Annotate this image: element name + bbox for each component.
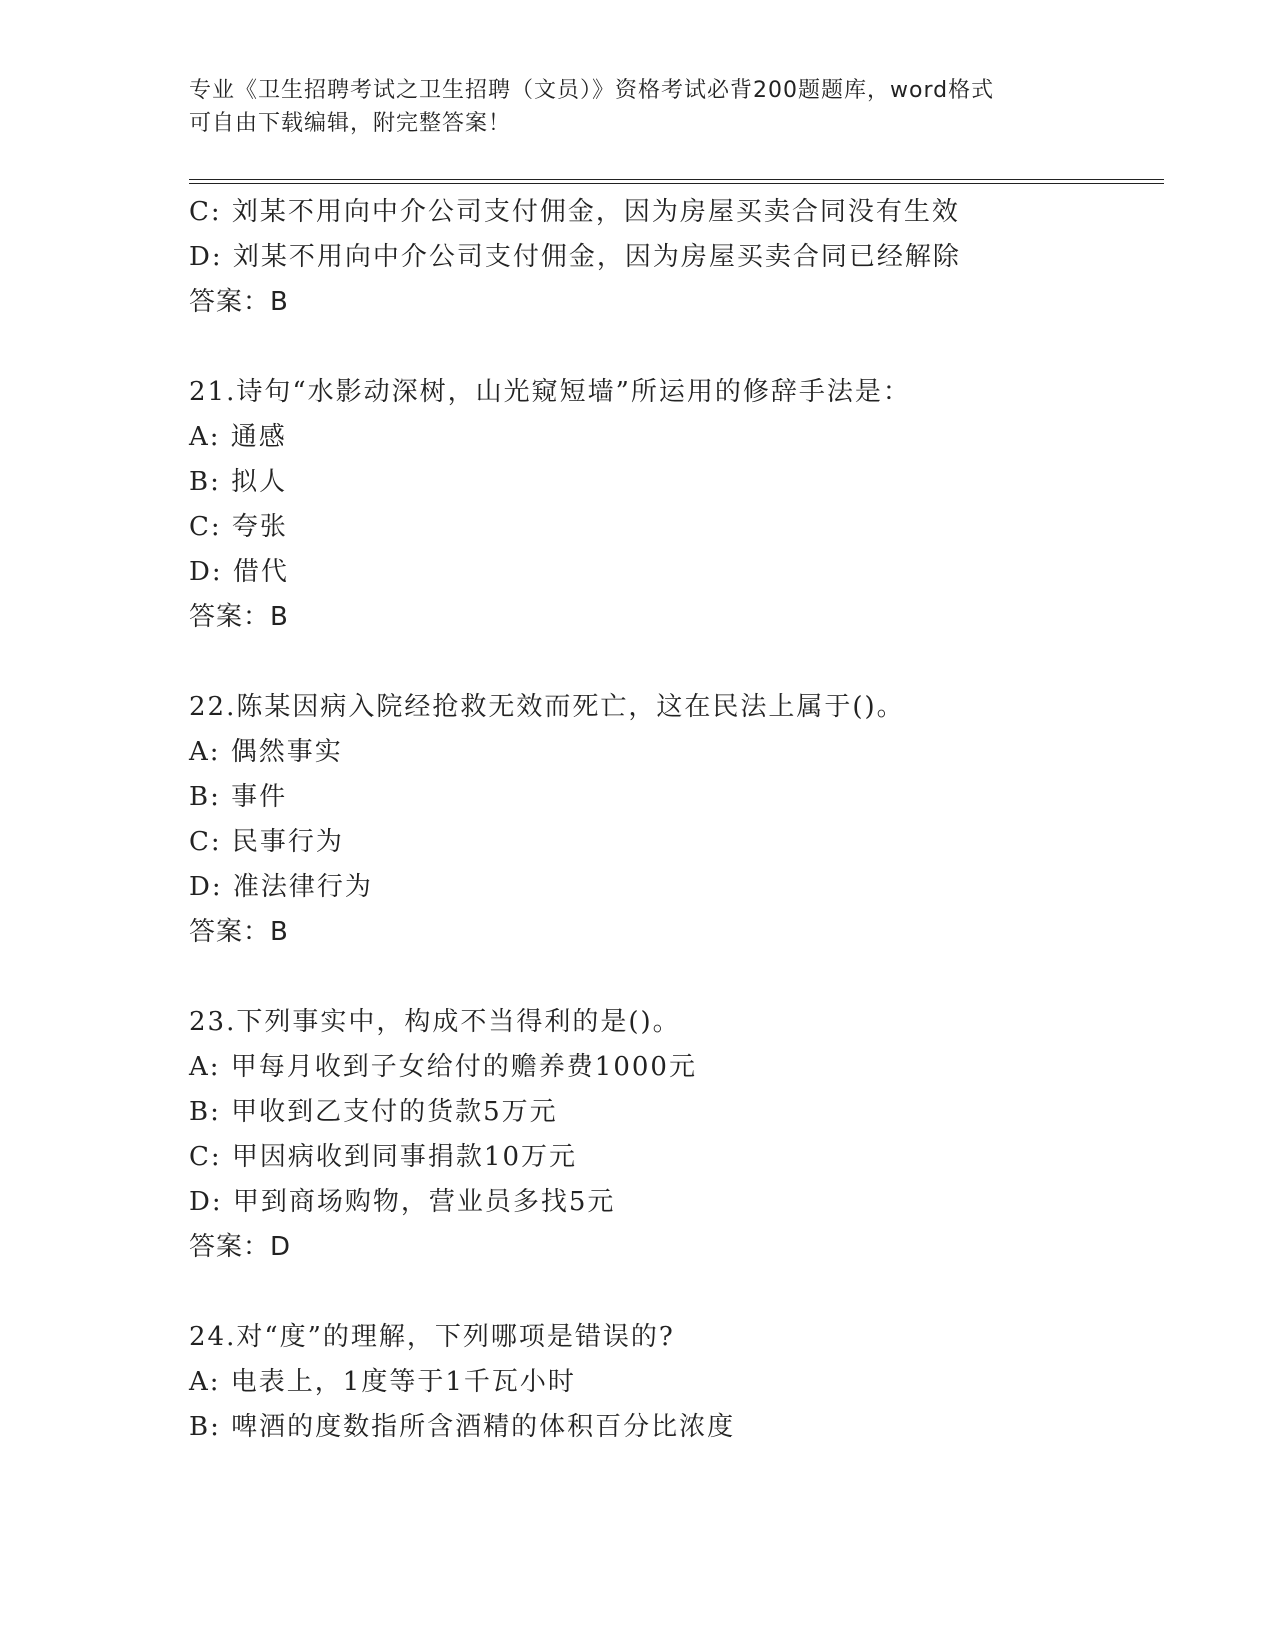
question-24-stem: 24.对“度”的理解，下列哪项是错误的? — [189, 1322, 675, 1352]
question-23-stem: 23.下列事实中，构成不当得利的是()。 — [189, 1007, 681, 1037]
question-21-option-b: B: 拟人 — [189, 467, 288, 497]
prev-option-c: C: 刘某不用向中介公司支付佣金，因为房屋买卖合同没有生效 — [189, 197, 960, 227]
question-22-answer: 答案：B — [189, 917, 289, 947]
question-22-option-d: D: 准法律行为 — [189, 872, 373, 902]
question-23-option-d: D: 甲到商场购物，营业员多找5元 — [189, 1187, 616, 1217]
question-23-option-a: A: 甲每月收到子女给付的赡养费1000元 — [189, 1052, 697, 1082]
question-21-option-a: A: 通感 — [189, 422, 287, 452]
question-23-option-c: C: 甲因病收到同事捐款10万元 — [189, 1142, 578, 1172]
header-title-line1: 专业《卫生招聘考试之卫生招聘（文员）》资格考试必背200题题库，word格式 — [189, 78, 995, 103]
question-21-option-d: D: 借代 — [189, 557, 289, 587]
header-divider-bottom — [189, 183, 1164, 184]
question-22-stem: 22.陈某因病入院经抢救无效而死亡，这在民法上属于()。 — [189, 692, 905, 722]
prev-answer: 答案：B — [189, 287, 289, 317]
question-23-option-b: B: 甲收到乙支付的货款5万元 — [189, 1097, 558, 1127]
header-divider-top — [189, 179, 1164, 180]
document-header — [189, 74, 1089, 140]
question-24-option-b: B: 啤酒的度数指所含酒精的体积百分比浓度 — [189, 1412, 736, 1442]
question-21-stem: 21.诗句“水影动深树，山光窥短墙”所运用的修辞手法是： — [189, 377, 911, 407]
prev-option-d: D: 刘某不用向中介公司支付佣金，因为房屋买卖合同已经解除 — [189, 242, 961, 272]
question-24-option-a: A: 电表上，1度等于1千瓦小时 — [189, 1367, 576, 1397]
question-22-option-a: A: 偶然事实 — [189, 737, 343, 767]
question-22-option-b: B: 事件 — [189, 782, 288, 812]
header-title-line2: 可自由下载编辑，附完整答案！ — [189, 111, 512, 136]
question-21-answer: 答案：B — [189, 602, 289, 632]
question-23-answer: 答案：D — [189, 1232, 292, 1262]
question-21-option-c: C: 夸张 — [189, 512, 288, 542]
question-22-option-c: C: 民事行为 — [189, 827, 344, 857]
